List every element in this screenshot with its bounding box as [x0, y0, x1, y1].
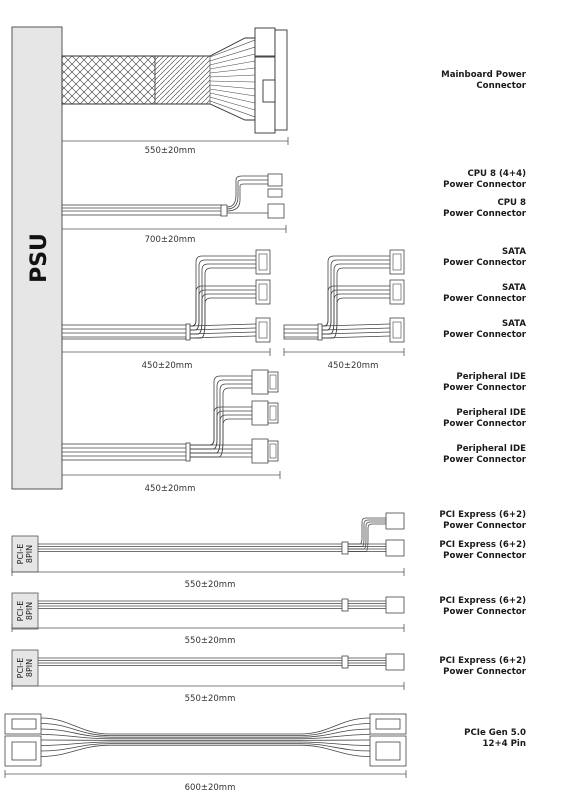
mainboard-length: 550±20mm — [144, 146, 196, 156]
label-ide-2: Peripheral IDE Power Connector — [443, 408, 526, 429]
sata-cable-a — [62, 250, 270, 342]
label-gen5: PCIe Gen 5.0 12+4 Pin — [464, 728, 526, 749]
label-sata-3: SATA Power Connector — [443, 319, 526, 340]
label-cpu-8: CPU 8 Power Connector — [443, 198, 526, 219]
pcie-length-1: 550±20mm — [184, 580, 236, 590]
pcie-8pin-tag — [12, 650, 38, 686]
pcie-8pin-tag — [12, 593, 38, 629]
label-ide-1: Peripheral IDE Power Connector — [443, 372, 526, 393]
label-pcie-1a: PCI Express (6+2) Power Connector — [439, 510, 526, 531]
label-pcie-2: PCI Express (6+2) Power Connector — [439, 596, 526, 617]
sata-length-a: 450±20mm — [141, 361, 193, 371]
pcie-tag-text: 8PIN — [25, 544, 34, 564]
cpu-cable — [62, 174, 284, 218]
label-pcie-3: PCI Express (6+2) Power Connector — [439, 656, 526, 677]
label-ide-3: Peripheral IDE Power Connector — [443, 444, 526, 465]
ide-dimension — [62, 471, 280, 479]
pcie-tag-text: 8PIN — [25, 601, 34, 621]
pcie-cables — [12, 513, 404, 704]
gen5-length: 600±20mm — [184, 783, 236, 793]
ide-cable — [62, 370, 278, 463]
mainboard-dimension — [62, 137, 288, 145]
label-cpu-8-4-4: CPU 8 (4+4) Power Connector — [443, 169, 526, 190]
pcie-length-3: 550±20mm — [184, 694, 236, 704]
pcie-8pin-tag — [12, 536, 38, 572]
pcie-tag-text: PCI-E — [16, 543, 25, 565]
sata-length-b: 450±20mm — [327, 361, 379, 371]
pcie-tag-text: PCI-E — [16, 657, 25, 679]
pcie-length-2: 550±20mm — [184, 636, 236, 646]
mainboard-cable — [62, 28, 287, 133]
cpu-dimension — [62, 225, 286, 233]
cpu-length: 700±20mm — [144, 235, 196, 245]
label-mainboard: Mainboard Power Connector — [441, 70, 526, 91]
sata-dimension — [62, 348, 404, 356]
gen5-dimension — [5, 770, 406, 778]
label-sata-1: SATA Power Connector — [443, 247, 526, 268]
label-pcie-1b: PCI Express (6+2) Power Connector — [439, 540, 526, 561]
psu-label: PSU — [27, 233, 52, 283]
pcie-tag-text: PCI-E — [16, 600, 25, 622]
pcie-tag-text: 8PIN — [25, 658, 34, 678]
ide-length: 450±20mm — [144, 484, 196, 494]
sata-cable-b — [284, 250, 404, 342]
gen5-cable — [5, 714, 406, 766]
label-sata-2: SATA Power Connector — [443, 283, 526, 304]
